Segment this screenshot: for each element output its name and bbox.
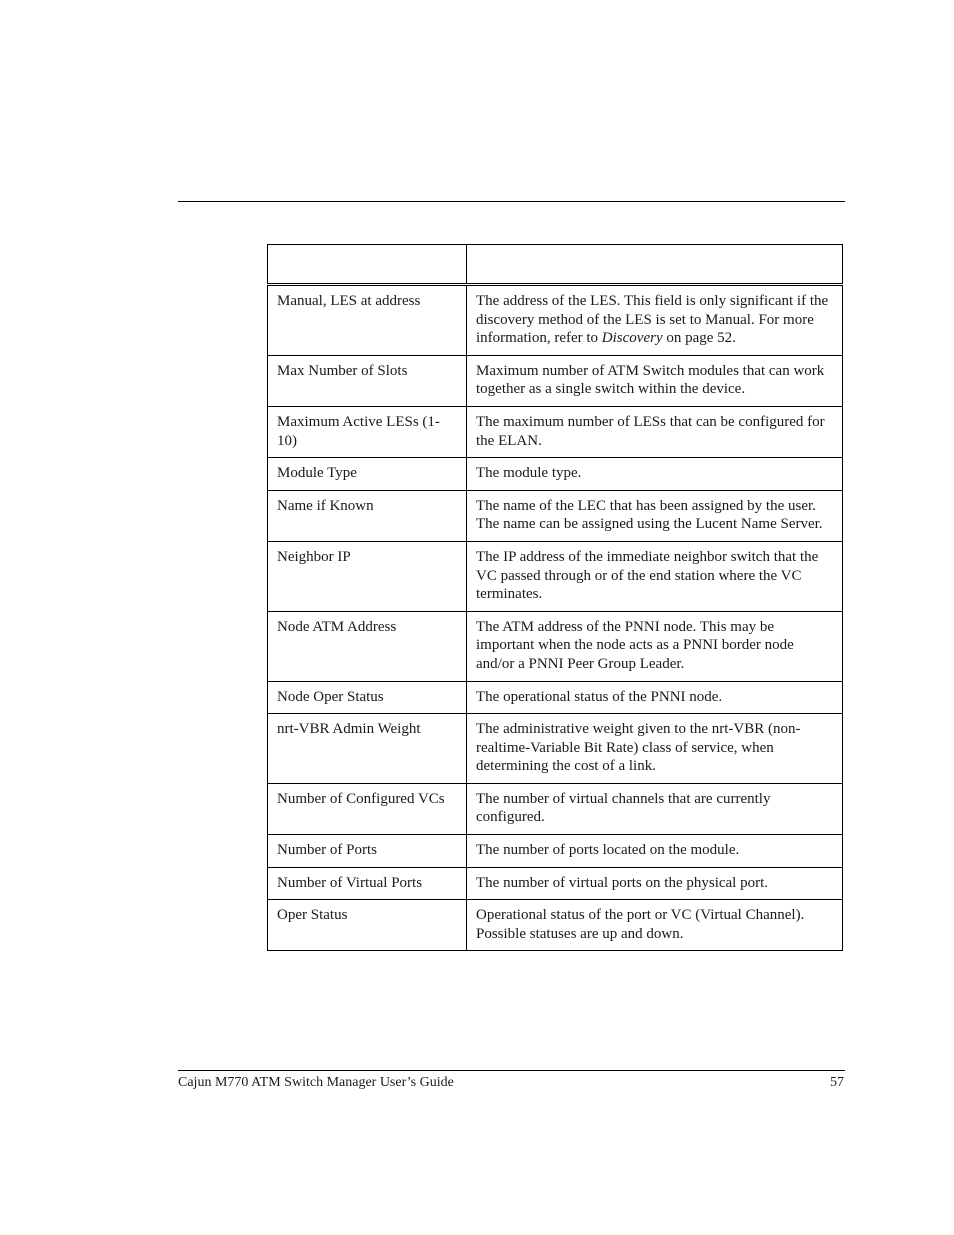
- term-cell: Name if Known: [268, 490, 467, 541]
- description-cell: Maximum number of ATM Switch modules that can work together as a single switch within the device.: [467, 355, 843, 406]
- term-cell: Oper Status: [268, 900, 467, 951]
- description-cell: The module type.: [467, 458, 843, 491]
- table-row: [268, 355, 843, 406]
- header-cell-description: [467, 245, 843, 285]
- description-cell: The number of virtual channels that are currently configured.: [467, 783, 843, 834]
- description-cell: Operational status of the port or VC (Virtual Channel). Possible statuses are up and down.: [467, 900, 843, 951]
- description-cell: The maximum number of LESs that can be configured for the ELAN.: [467, 406, 843, 457]
- description-cell: [467, 285, 843, 356]
- footer-document-title: Cajun M770 ATM Switch Manager User’s Guide: [178, 1075, 454, 1090]
- header-rule: [178, 201, 845, 202]
- table-row: [268, 611, 843, 681]
- table-row: [268, 714, 843, 784]
- table-row: [268, 900, 843, 951]
- table-row: [268, 406, 843, 457]
- description-cell: The number of virtual ports on the physical port.: [467, 867, 843, 900]
- table-row: [268, 541, 843, 611]
- term-cell: nrt-VBR Admin Weight: [268, 714, 467, 784]
- page-number: 57: [830, 1075, 844, 1090]
- term-cell: Maximum Active LESs (1-10): [268, 406, 467, 457]
- cross-reference-link[interactable]: Discovery: [601, 330, 663, 347]
- table-row: [268, 490, 843, 541]
- table-header-row: [268, 245, 843, 285]
- glossary-table-container: [267, 244, 842, 951]
- description-cell: The administrative weight given to the nrt-VBR (non-realtime-Variable Bit Rate) class of service, when determining the cost of a link.: [467, 714, 843, 784]
- description-cell: The name of the LEC that has been assigned by the user. The name can be assigned using the Lucent Name Server.: [467, 490, 843, 541]
- term-cell: Module Type: [268, 458, 467, 491]
- footer-rule: [178, 1070, 845, 1071]
- table-row: [268, 285, 843, 356]
- description-cell: The IP address of the immediate neighbor switch that the VC passed through or of the end station where the VC terminates.: [467, 541, 843, 611]
- table-row: [268, 867, 843, 900]
- term-cell: Number of Virtual Ports: [268, 867, 467, 900]
- term-cell: Max Number of Slots: [268, 355, 467, 406]
- term-cell: Node ATM Address: [268, 611, 467, 681]
- header-cell-term: [268, 245, 467, 285]
- term-cell: Manual, LES at address: [268, 285, 467, 356]
- table-row: [268, 458, 843, 491]
- description-tail: on page 52.: [662, 330, 736, 347]
- term-cell: Number of Ports: [268, 835, 467, 868]
- table-row: [268, 783, 843, 834]
- glossary-table: [267, 244, 843, 951]
- table-row: [268, 681, 843, 714]
- description-cell: The ATM address of the PNNI node. This may be important when the node acts as a PNNI border node and/or a PNNI Peer Group Leader.: [467, 611, 843, 681]
- term-cell: Node Oper Status: [268, 681, 467, 714]
- description-text: The address of the LES. This field is only significant if the discovery method of the LES is set to Manual. For more information, refer to: [476, 293, 829, 347]
- term-cell: Neighbor IP: [268, 541, 467, 611]
- description-cell: The operational status of the PNNI node.: [467, 681, 843, 714]
- description-cell: The number of ports located on the module.: [467, 835, 843, 868]
- term-cell: Number of Configured VCs: [268, 783, 467, 834]
- table-row: [268, 835, 843, 868]
